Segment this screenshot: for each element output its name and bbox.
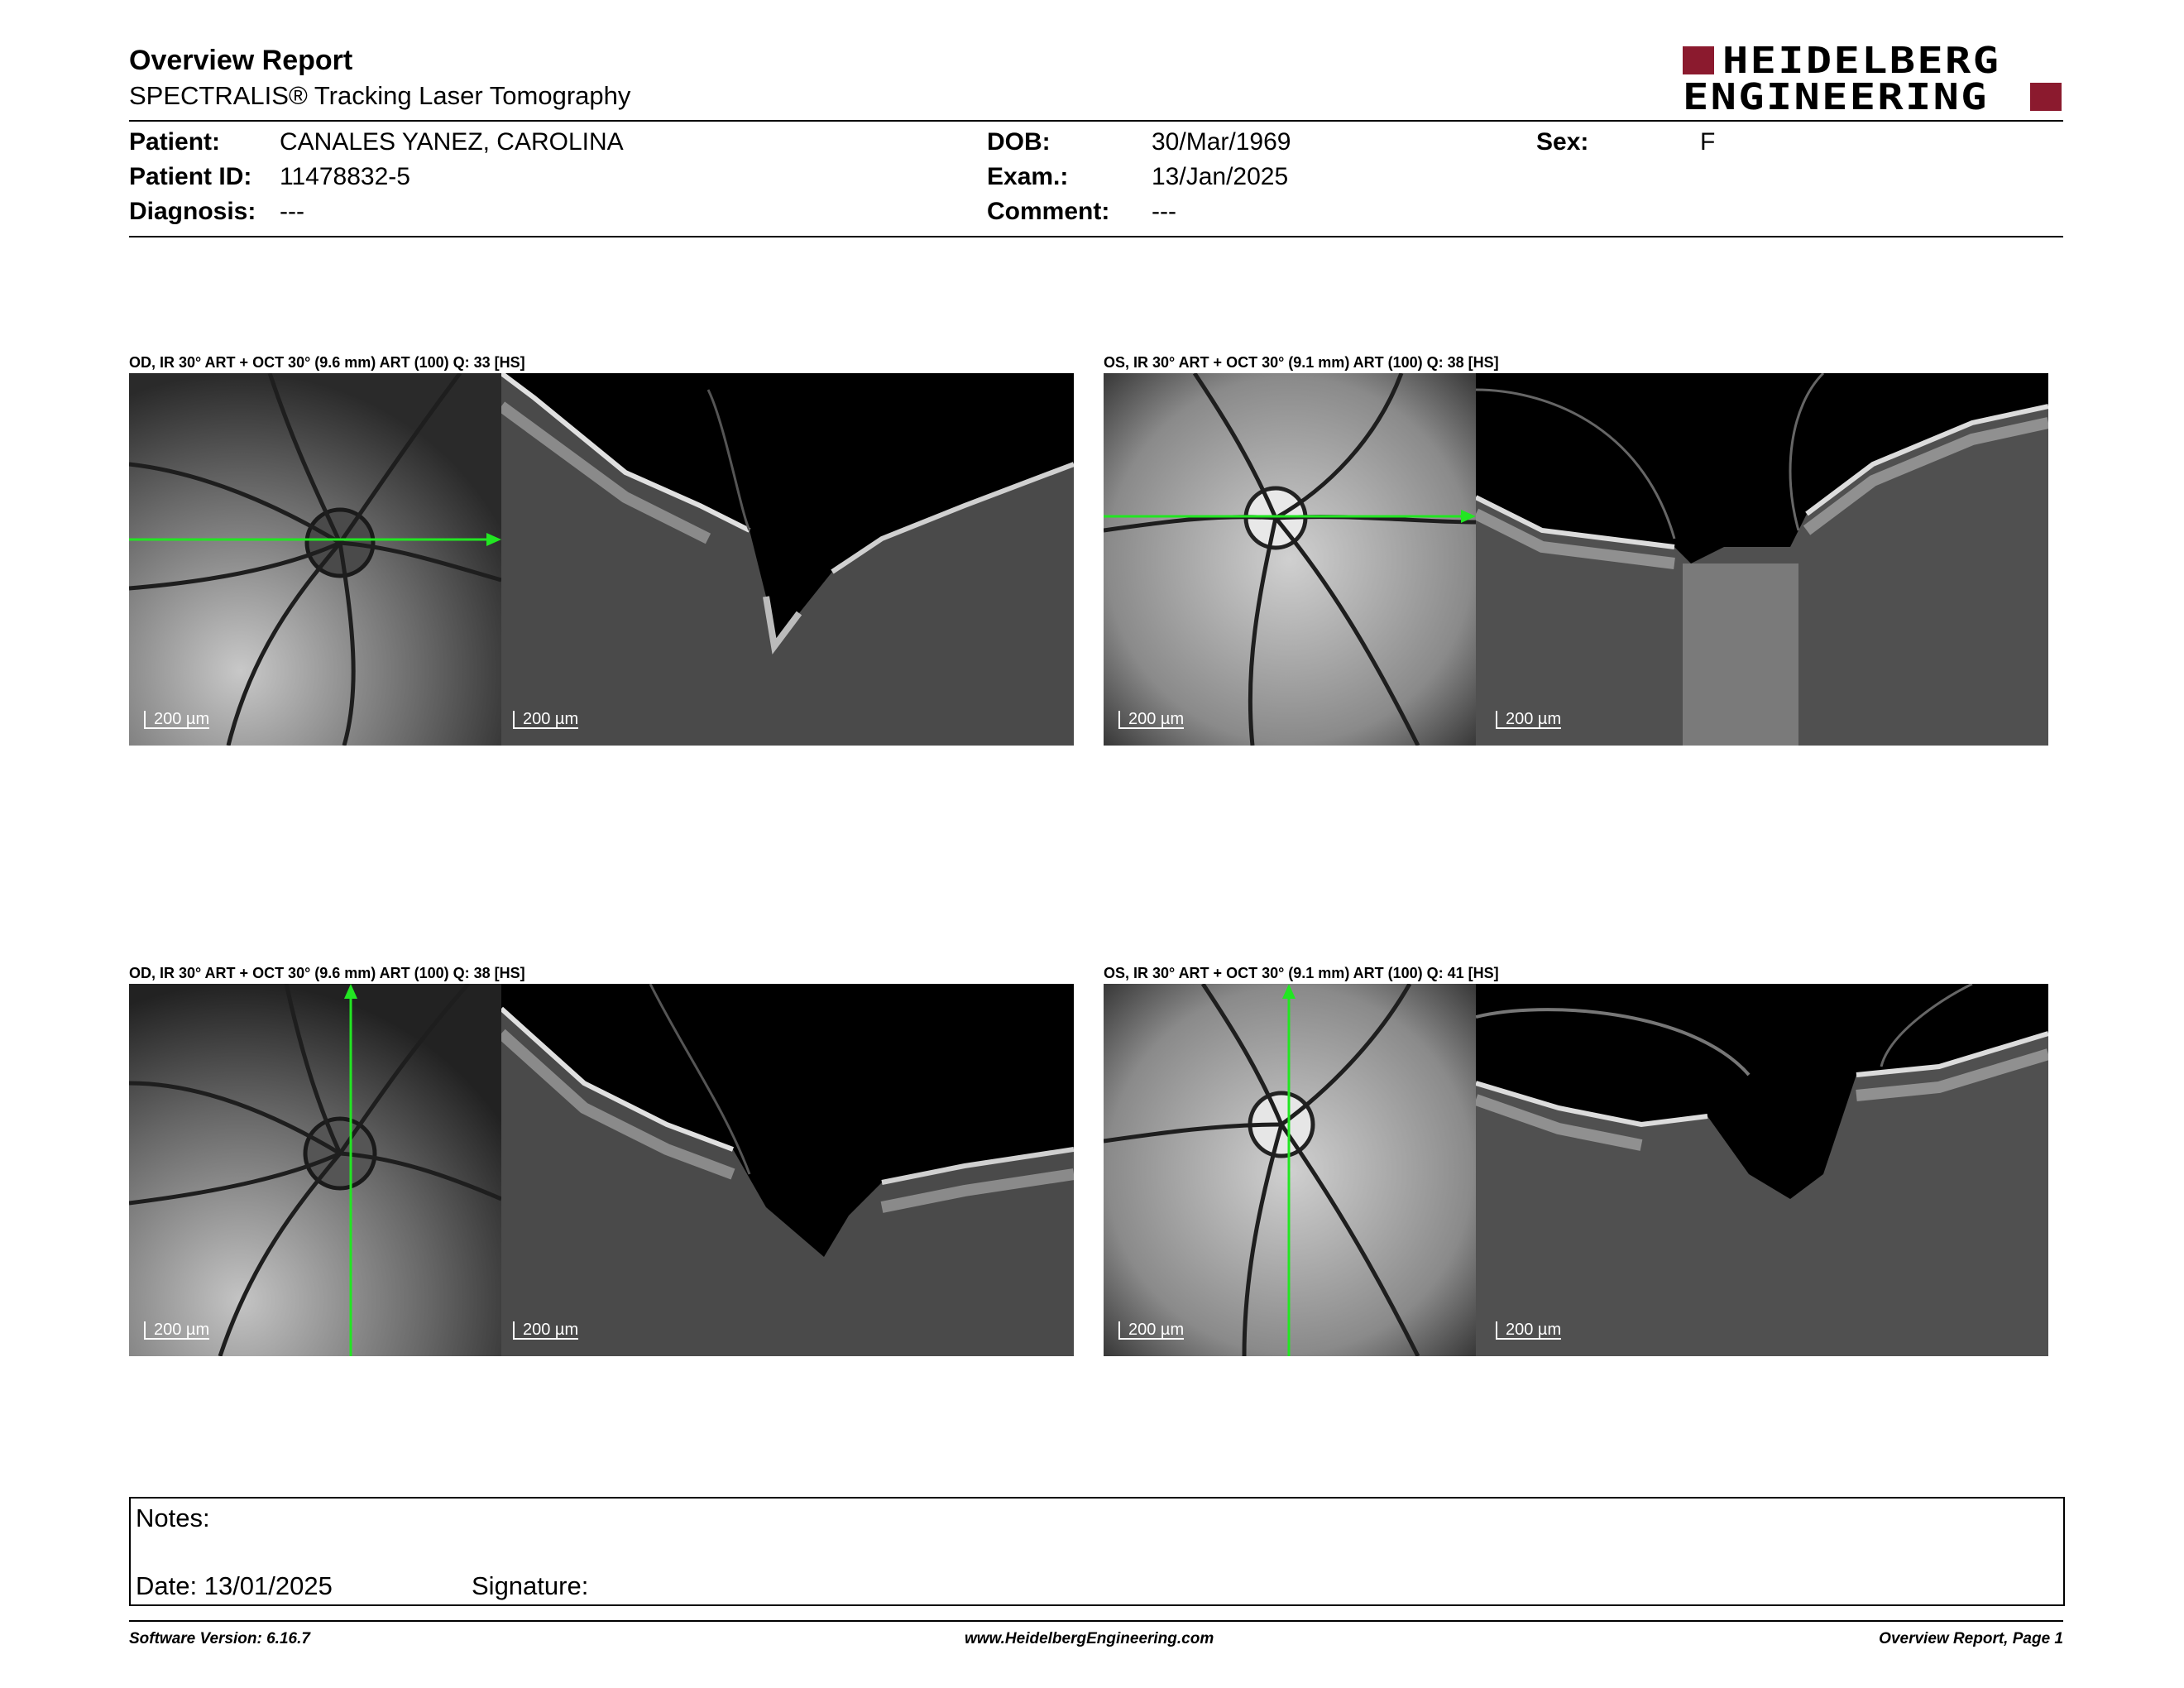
scan-caption: OD, IR 30° ART + OCT 30° (9.6 mm) ART (100) Q: 33 [HS] — [129, 354, 525, 371]
comment-value: --- — [1152, 198, 1176, 225]
logo-square-icon — [1683, 46, 1714, 74]
logo-square-icon — [2030, 83, 2062, 111]
fundus-image — [129, 984, 501, 1356]
scan-caption: OS, IR 30° ART + OCT 30° (9.1 mm) ART (100) Q: 41 [HS] — [1104, 965, 1499, 981]
oct-scale-bar: 200 µm — [513, 711, 578, 729]
slo-scale-bar: 200 µm — [1118, 711, 1184, 729]
notes-label: Notes: — [136, 1503, 210, 1532]
sex-value: F — [1700, 128, 1716, 156]
oct-bscan-image — [501, 984, 1074, 1356]
slo-scale-bar: 200 µm — [144, 1321, 209, 1340]
exam-value: 13/Jan/2025 — [1152, 163, 1289, 190]
dob-label: DOB: — [987, 128, 1051, 156]
software-version: Software Version: 6.16.7 — [129, 1630, 310, 1647]
scan-caption: OD, IR 30° ART + OCT 30° (9.6 mm) ART (100) Q: 38 [HS] — [129, 965, 525, 981]
diagnosis-label: Diagnosis: — [129, 198, 256, 225]
sex-label: Sex: — [1536, 128, 1589, 156]
header-rule — [129, 120, 2063, 122]
fundus-image — [1104, 373, 1476, 746]
patient-id-label: Patient ID: — [129, 163, 252, 190]
signature-label: Signature: — [472, 1571, 589, 1600]
oct-scale-bar: 200 µm — [1496, 1321, 1561, 1340]
website-link[interactable]: www.HeidelbergEngineering.com — [965, 1630, 1214, 1647]
exam-label: Exam.: — [987, 163, 1069, 190]
slo-scale-bar: 200 µm — [144, 711, 209, 729]
report-title: Overview Report — [129, 45, 353, 76]
scan-panel-os-1[interactable] — [1104, 373, 2048, 746]
patient-id-value: 11478832-5 — [280, 163, 410, 190]
oct-bscan-image — [1476, 984, 2048, 1356]
report-subtitle: SPECTRALIS® Tracking Laser Tomography — [129, 81, 631, 110]
patient-label: Patient: — [129, 128, 221, 156]
oct-scale-bar: 200 µm — [1496, 711, 1561, 729]
slo-scale-bar: 200 µm — [1118, 1321, 1184, 1340]
page-number: Overview Report, Page 1 — [1879, 1630, 2063, 1647]
patient-value: CANALES YANEZ, CAROLINA — [280, 128, 624, 156]
date-label: Date: 13/01/2025 — [136, 1571, 333, 1600]
scan-panel-od-2[interactable] — [129, 984, 1074, 1356]
logo-line2: ENGINEERING — [1683, 76, 1989, 118]
scan-panel-od-1[interactable] — [129, 373, 1074, 746]
patient-rule — [129, 236, 2063, 237]
dob-value: 30/Mar/1969 — [1152, 128, 1291, 156]
comment-label: Comment: — [987, 198, 1110, 225]
fundus-image — [129, 373, 501, 746]
scan-caption: OS, IR 30° ART + OCT 30° (9.1 mm) ART (100) Q: 38 [HS] — [1104, 354, 1499, 371]
fundus-image — [1104, 984, 1476, 1356]
oct-bscan-image — [1476, 373, 2048, 746]
scan-panel-os-2[interactable] — [1104, 984, 2048, 1356]
oct-bscan-image — [501, 373, 1074, 746]
oct-scale-bar: 200 µm — [513, 1321, 578, 1340]
diagnosis-value: --- — [280, 198, 304, 225]
footer-rule — [129, 1620, 2063, 1622]
notes-box[interactable] — [129, 1497, 2065, 1606]
logo-line1: HEIDELBERG — [1722, 40, 2001, 82]
heidelberg-logo — [1683, 40, 2063, 119]
